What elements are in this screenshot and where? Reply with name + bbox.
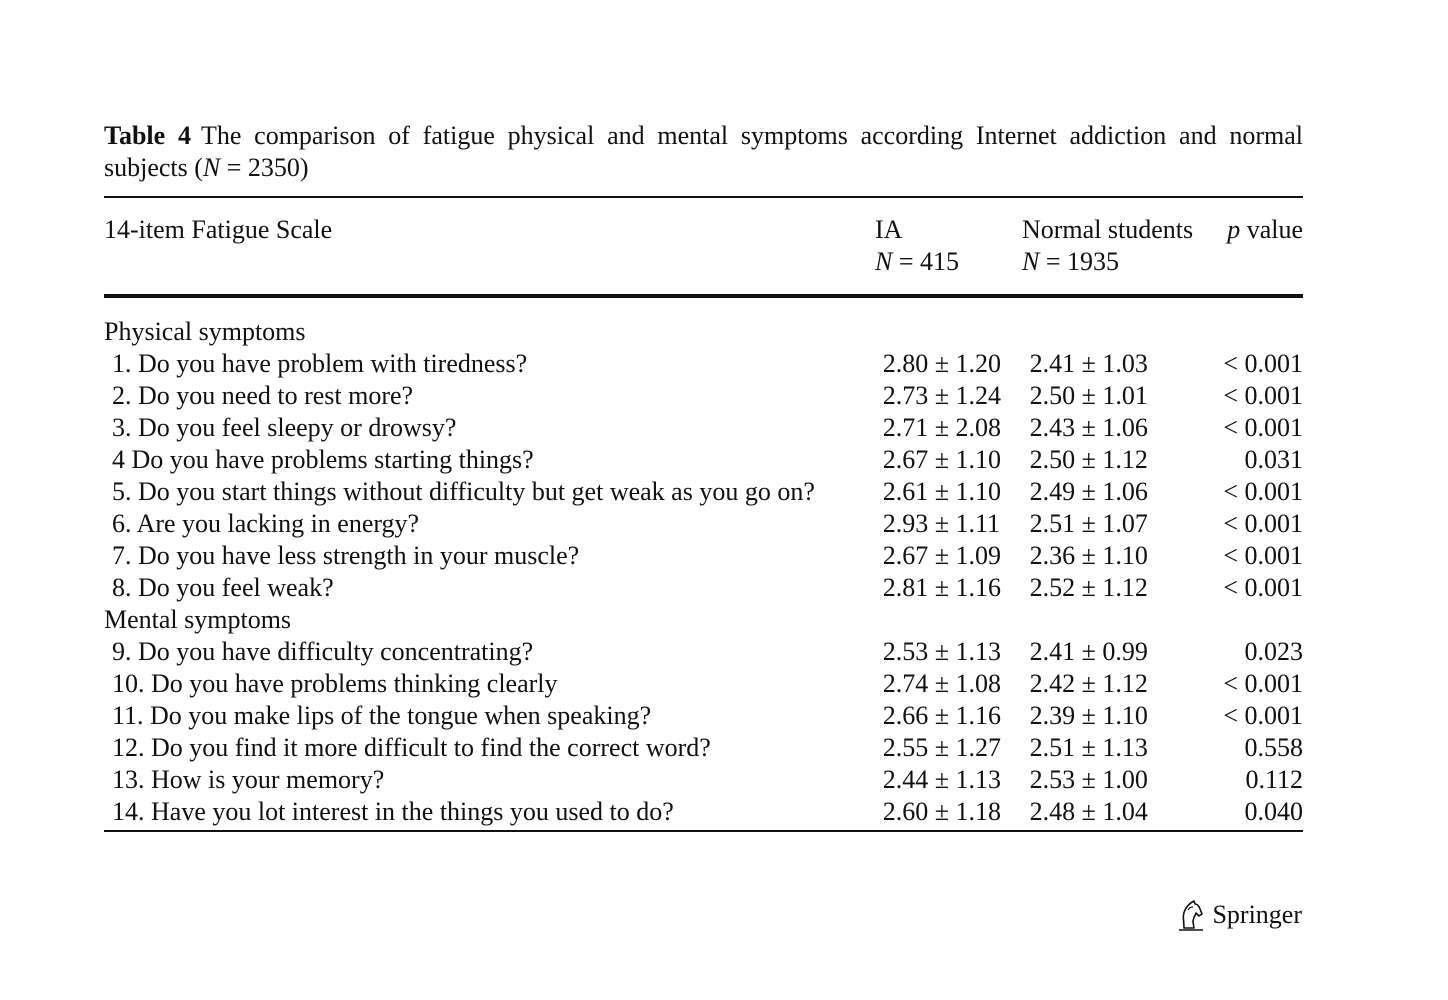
ia-value: 2.71 ± 2.08 [882,413,1002,442]
section-title: Mental symptoms [104,605,292,634]
ia-value: 2.74 ± 1.08 [882,669,1002,698]
p-value: 0.031 [1244,445,1303,474]
item-question: 7. Do you have less strength in your muscle? [112,541,580,570]
ia-value: 2.93 ± 1.11 [882,509,1001,538]
normal-value: 2.51 ± 1.13 [1029,733,1148,762]
header-normal-n: N = 1935 [1022,247,1120,276]
table-row [104,380,1303,412]
item-question: 11. Do you make lips of the tongue when speaking? [112,701,652,730]
normal-value: 2.49 ± 1.06 [1029,477,1148,506]
item-question: 14. Have you lot interest in the things you used to do? [112,797,674,826]
ia-value: 2.53 ± 1.13 [882,637,1002,666]
p-value: 0.040 [1244,797,1303,826]
item-question: 1. Do you have problem with tiredness? [112,349,528,378]
item-question: 3. Do you feel sleepy or drowsy? [112,413,457,442]
table-row [104,732,1303,764]
header-ia-n: N = 415 [875,247,960,276]
table-header-row [104,198,1303,294]
table-label: Table 4 [104,121,191,150]
p-value: 0.558 [1244,733,1303,762]
p-value: 0.112 [1245,765,1303,794]
publisher-name: Springer [1212,900,1302,929]
item-question: 6. Are you lacking in energy? [112,509,420,538]
ia-value: 2.67 ± 1.09 [882,541,1002,570]
table-row [104,476,1303,508]
normal-value: 2.41 ± 1.03 [1029,349,1148,378]
fatigue-table-body [104,316,1303,828]
header-ia [875,198,1022,294]
ia-value: 2.73 ± 1.24 [882,381,1002,410]
normal-value: 2.50 ± 1.01 [1029,381,1148,410]
table-row [104,700,1303,732]
table-body [104,316,1303,828]
p-value: < 0.001 [1223,509,1303,538]
item-question: 13. How is your memory? [112,765,385,794]
ia-value: 2.66 ± 1.16 [882,701,1002,730]
publisher-footer [1176,898,1302,932]
p-value: < 0.001 [1223,669,1303,698]
normal-value: 2.52 ± 1.12 [1029,573,1148,602]
item-question: 8. Do you feel weak? [112,573,334,602]
ia-value: 2.44 ± 1.13 [882,765,1002,794]
item-question: 2. Do you need to rest more? [112,381,414,410]
normal-value: 2.53 ± 1.00 [1029,765,1148,794]
item-question: 5. Do you start things without difficulty but get weak as you go on? [112,477,815,506]
springer-horse-icon [1176,898,1206,932]
ia-value: 2.60 ± 1.18 [882,797,1002,826]
p-value: < 0.001 [1223,381,1303,410]
header-p-value: p value [1227,215,1303,244]
normal-value: 2.42 ± 1.12 [1029,669,1148,698]
normal-value: 2.39 ± 1.10 [1029,701,1148,730]
ia-value: 2.67 ± 1.10 [882,445,1002,474]
ia-value: 2.81 ± 1.16 [882,573,1002,602]
table-row [104,764,1303,796]
p-value: 0.023 [1244,637,1303,666]
ia-value: 2.61 ± 1.10 [882,477,1002,506]
table-row [104,796,1303,828]
normal-value: 2.51 ± 1.07 [1029,509,1148,538]
section-row [104,604,1303,636]
normal-value: 2.36 ± 1.10 [1029,541,1148,570]
item-question: 10. Do you have problems thinking clearly [112,669,558,698]
table-row [104,508,1303,540]
item-question: 4 Do you have problems starting things? [112,445,534,474]
p-value: < 0.001 [1223,413,1303,442]
table-row [104,540,1303,572]
p-value: < 0.001 [1223,477,1303,506]
normal-value: 2.43 ± 1.06 [1029,413,1148,442]
ia-value: 2.80 ± 1.20 [882,349,1002,378]
table-row [104,412,1303,444]
p-value: < 0.001 [1223,541,1303,570]
normal-value: 2.48 ± 1.04 [1029,797,1148,826]
table-caption [104,120,1303,184]
table-bottom-rule [104,830,1303,832]
ia-value: 2.55 ± 1.27 [882,733,1002,762]
caption-text-b: = 2350) [220,153,309,182]
table-row [104,348,1303,380]
table-row [104,668,1303,700]
header-ia-label: IA [875,215,903,244]
header-normal-label: Normal students [1022,215,1194,244]
table-row [104,636,1303,668]
table-header-rule [104,294,1303,298]
table-row [104,572,1303,604]
fatigue-table [104,198,1303,294]
p-value: < 0.001 [1223,701,1303,730]
item-question: 12. Do you find it more difficult to find the correct word? [112,733,711,762]
normal-value: 2.41 ± 0.99 [1029,637,1148,666]
table-row [104,444,1303,476]
header-normal-students [1022,198,1216,294]
section-title: Physical symptoms [104,317,306,346]
caption-text-a: The comparison of fatigue physical and mental symptoms according Internet addiction and normal subjects ( [104,121,1303,182]
normal-value: 2.50 ± 1.12 [1029,445,1148,474]
item-question: 9. Do you have difficulty concentrating? [112,637,534,666]
page [104,120,1303,832]
section-row [104,316,1303,348]
header-fatigue-scale: 14-item Fatigue Scale [104,215,333,244]
caption-n-symbol: N [202,153,221,182]
p-value: < 0.001 [1223,349,1303,378]
p-value: < 0.001 [1223,573,1303,602]
